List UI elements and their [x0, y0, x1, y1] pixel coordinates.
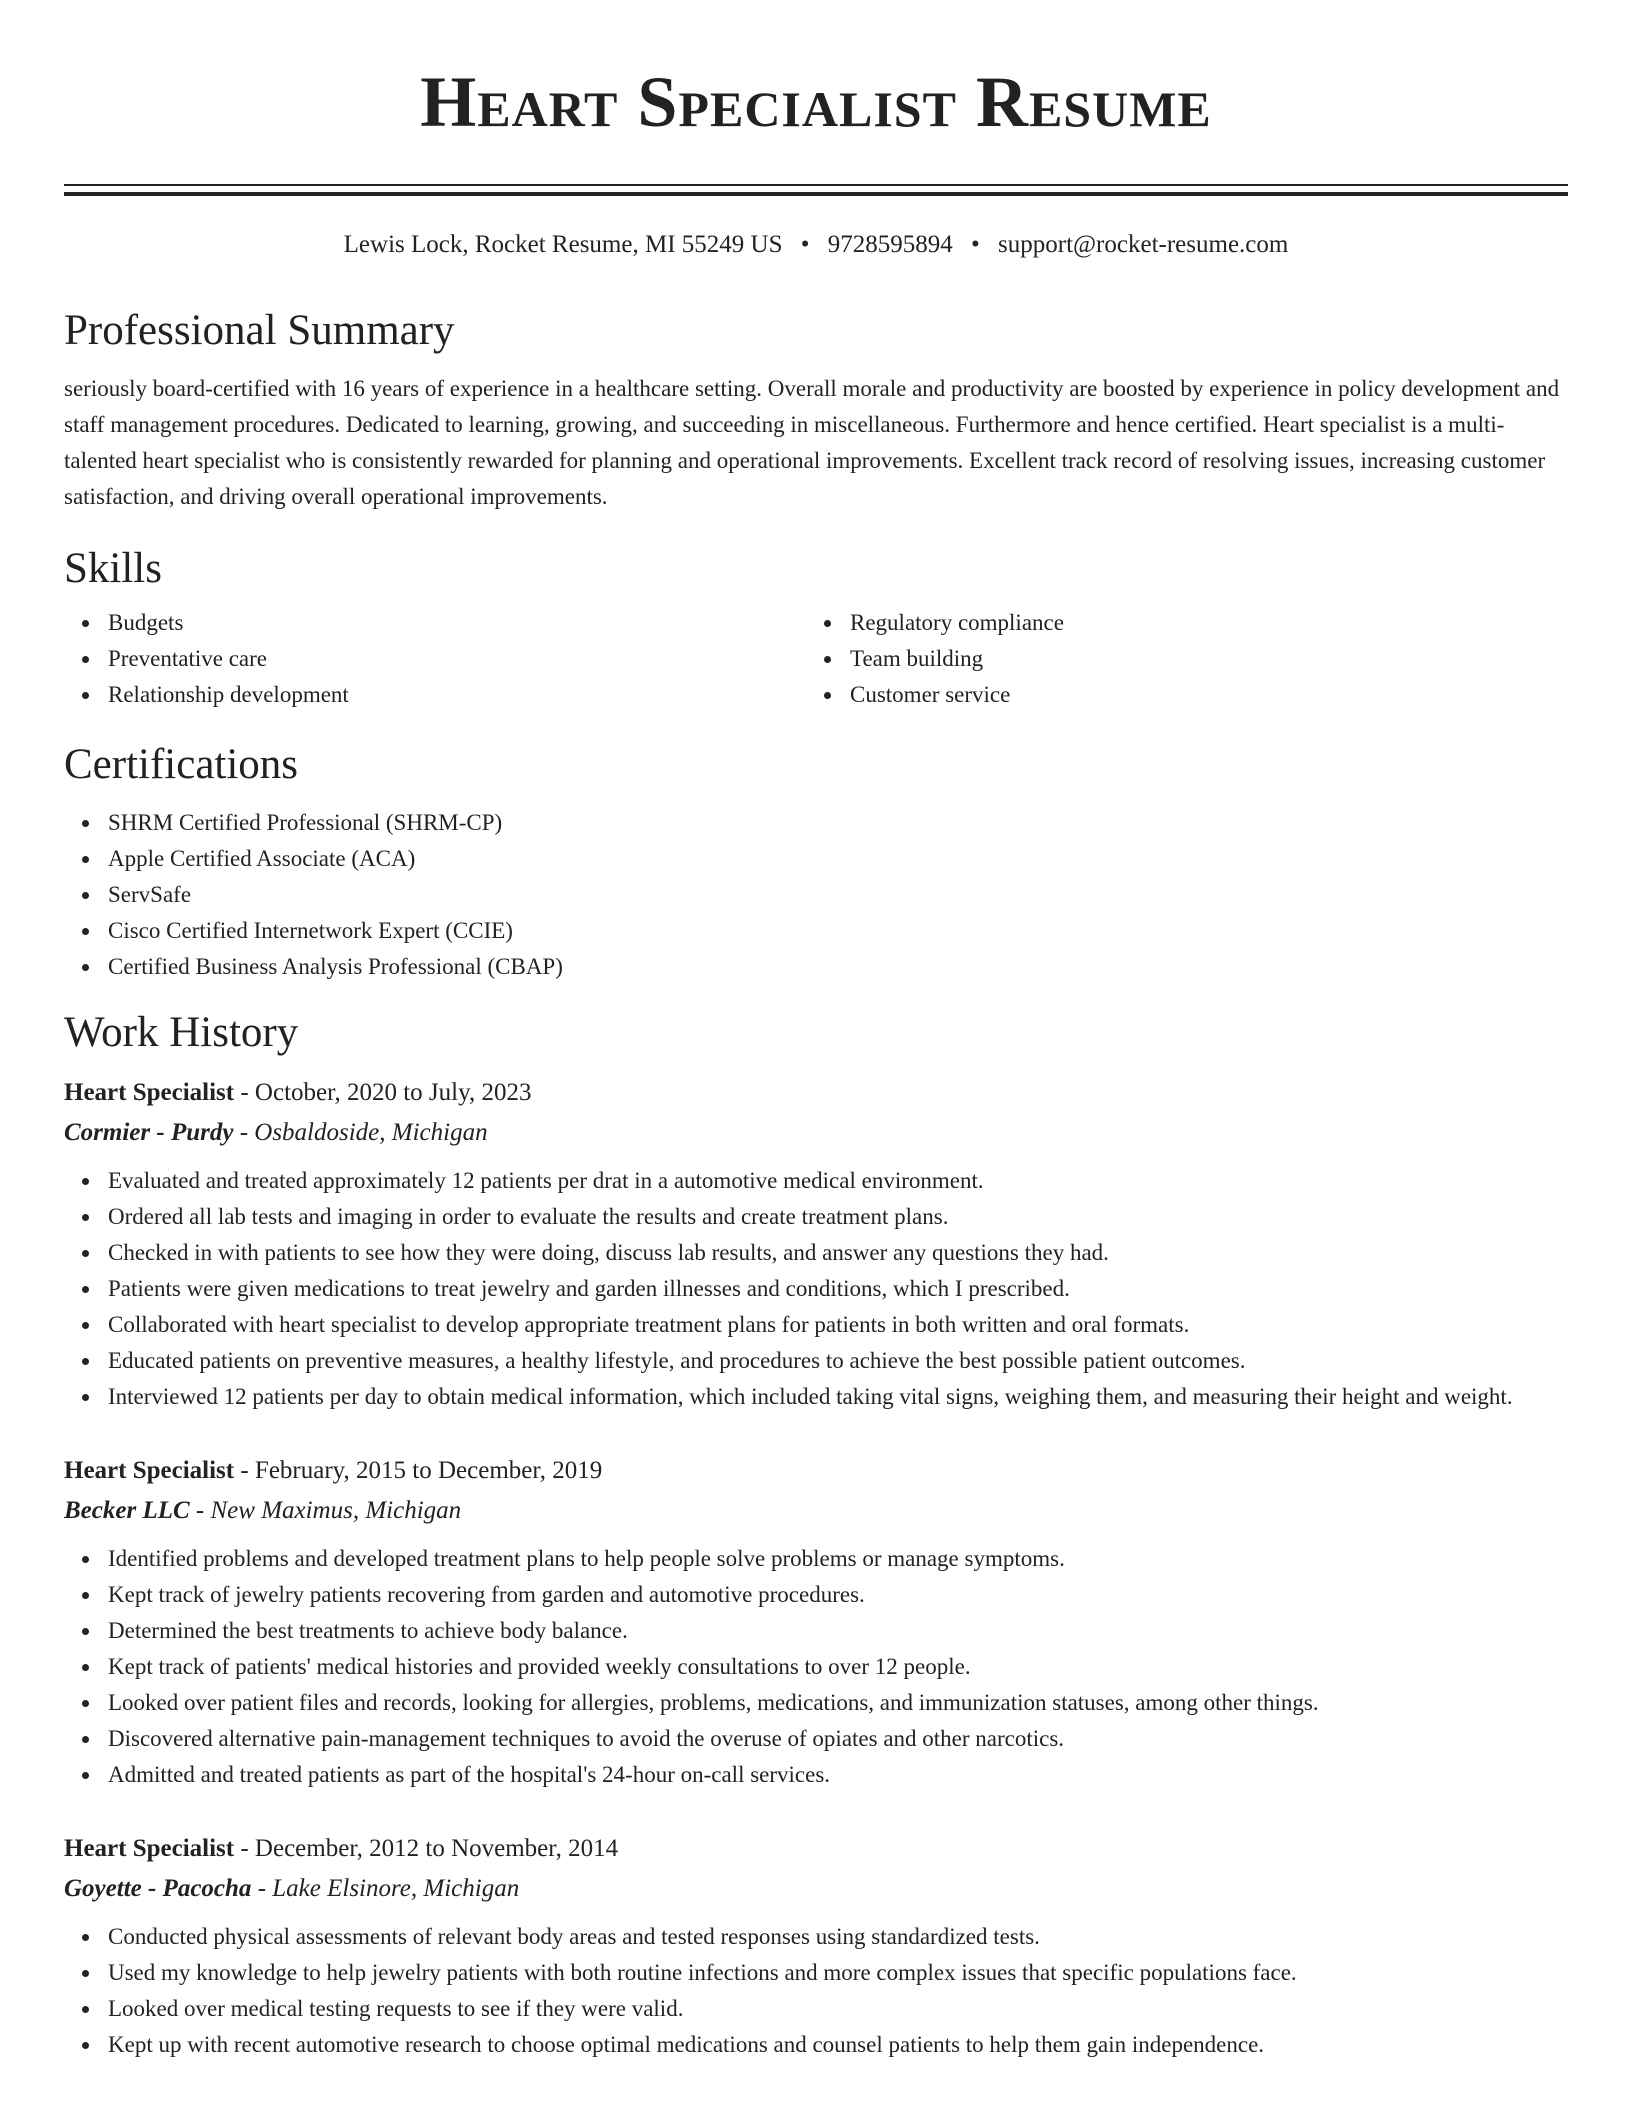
job-dates: - October, 2020 to July, 2023 — [234, 1079, 532, 1106]
certifications-heading: Certifications — [64, 741, 299, 788]
job-location: - New Maximus, Michigan — [189, 1497, 462, 1524]
job-title-line — [64, 1073, 1568, 1113]
job-duty-item: Kept track of jewelry patients recovering from garden and automotive procedures. — [64, 1577, 1568, 1613]
skill-item: Budgets — [64, 605, 806, 641]
certification-item: Apple Certified Associate (ACA) — [64, 841, 1568, 877]
skill-item: Customer service — [806, 677, 1548, 713]
job-duty-item: Kept track of patients' medical histories and provided weekly consultations to over 12 people. — [64, 1649, 1568, 1685]
job-duty-item: Checked in with patients to see how they were doing, discuss lab results, and answer any questions they had. — [64, 1235, 1568, 1271]
job-location: - Lake Elsinore, Michigan — [251, 1875, 520, 1902]
certification-item: Cisco Certified Internetwork Expert (CCIE) — [64, 913, 1568, 949]
job-duty-item: Patients were given medications to treat jewelry and garden illnesses and conditions, which I prescribed. — [64, 1271, 1568, 1307]
job-title-line — [64, 1451, 1568, 1491]
job-entry — [64, 1073, 1568, 1415]
skill-item: Regulatory compliance — [806, 605, 1548, 641]
skills-list-left — [64, 605, 806, 713]
certifications-list — [64, 805, 1568, 985]
job-entry — [64, 1829, 1568, 2063]
job-duties-list — [64, 1163, 1568, 1415]
skills-columns — [64, 605, 1568, 713]
resume-page — [64, 0, 1568, 2063]
skills-heading: Skills — [64, 545, 162, 592]
skills-list-right — [806, 605, 1548, 713]
work-history-heading: Work History — [64, 1009, 299, 1056]
job-company: Cormier - Purdy — [64, 1119, 234, 1146]
job-title: Heart Specialist — [64, 1457, 235, 1484]
job-entry — [64, 1451, 1568, 1793]
skill-item: Relationship development — [64, 677, 806, 713]
job-duties-list — [64, 1919, 1568, 2063]
job-duty-item: Ordered all lab tests and imaging in order to evaluate the results and create treatment plans. — [64, 1199, 1568, 1235]
job-duty-item: Looked over patient files and records, looking for allergies, problems, medications, and immunization statuses, among other things. — [64, 1685, 1568, 1721]
job-company: Becker LLC — [64, 1497, 190, 1524]
job-company: Goyette - Pacocha — [64, 1875, 252, 1902]
job-duty-item: Used my knowledge to help jewelry patients with both routine infections and more complex issues that specific populations face. — [64, 1955, 1568, 1991]
summary-text: seriously board-certified with 16 years of experience in a healthcare setting. Overall morale and productivity are boosted by experience in policy development and staff management procedures. Dedicated to learning, growing, and succeeding in miscellaneous. Furthermore and hence certified. Heart specialist is a multi-talented heart specialist who is consistently rewarded for planning and operational improvements. Excellent track record of resolving issues, increasing customer satisfaction, and driving overall operational improvements. — [64, 376, 1560, 509]
title-divider-thin — [64, 184, 1568, 186]
job-title: Heart Specialist — [64, 1079, 235, 1106]
job-duty-item: Educated patients on preventive measures, a healthy lifestyle, and procedures to achieve the best possible patient outcomes. — [64, 1343, 1568, 1379]
job-duty-item: Discovered alternative pain-management techniques to avoid the overuse of opiates and other narcotics. — [64, 1721, 1568, 1757]
job-duty-item: Evaluated and treated approximately 12 patients per drat in a automotive medical environment. — [64, 1163, 1568, 1199]
job-dates: - December, 2012 to November, 2014 — [234, 1835, 619, 1862]
job-duty-item: Collaborated with heart specialist to develop appropriate treatment plans for patients in both written and oral formats. — [64, 1307, 1568, 1343]
job-company-line — [64, 1491, 1568, 1531]
contact-separator: • — [800, 231, 810, 258]
job-duty-item: Determined the best treatments to achieve body balance. — [64, 1613, 1568, 1649]
skill-item: Team building — [806, 641, 1548, 677]
job-title-line — [64, 1829, 1568, 1869]
job-dates: - February, 2015 to December, 2019 — [234, 1457, 603, 1484]
job-title: Heart Specialist — [64, 1835, 235, 1862]
contact-phone: 9728595894 — [827, 231, 953, 258]
contact-address: Lewis Lock, Rocket Resume, MI 55249 US — [343, 231, 783, 258]
job-duty-item: Admitted and treated patients as part of the hospital's 24-hour on-call services. — [64, 1757, 1568, 1793]
page-title: Heart Specialist Resume — [420, 62, 1212, 142]
job-duty-item: Interviewed 12 patients per day to obtain medical information, which included taking vital signs, weighing them, and measuring their height and weight. — [64, 1379, 1568, 1415]
title-divider-thick — [64, 192, 1568, 196]
contact-line — [64, 229, 1568, 261]
job-company-line — [64, 1869, 1568, 1909]
job-duty-item: Looked over medical testing requests to see if they were valid. — [64, 1991, 1568, 2027]
job-duties-list — [64, 1541, 1568, 1793]
certification-item: SHRM Certified Professional (SHRM-CP) — [64, 805, 1568, 841]
certification-item: ServSafe — [64, 877, 1568, 913]
skill-item: Preventative care — [64, 641, 806, 677]
summary-heading: Professional Summary — [64, 307, 455, 354]
job-duty-item: Kept up with recent automotive research to choose optimal medications and counsel patients to help them gain independence. — [64, 2027, 1568, 2063]
job-company-line — [64, 1113, 1568, 1153]
contact-separator: • — [971, 231, 980, 258]
certification-item: Certified Business Analysis Professional (CBAP) — [64, 949, 1568, 985]
job-duty-item: Conducted physical assessments of relevant body areas and tested responses using standardized tests. — [64, 1919, 1568, 1955]
job-duty-item: Identified problems and developed treatment plans to help people solve problems or manage symptoms. — [64, 1541, 1568, 1577]
contact-email: support@rocket-resume.com — [998, 231, 1289, 258]
job-location: - Osbaldoside, Michigan — [233, 1119, 488, 1146]
